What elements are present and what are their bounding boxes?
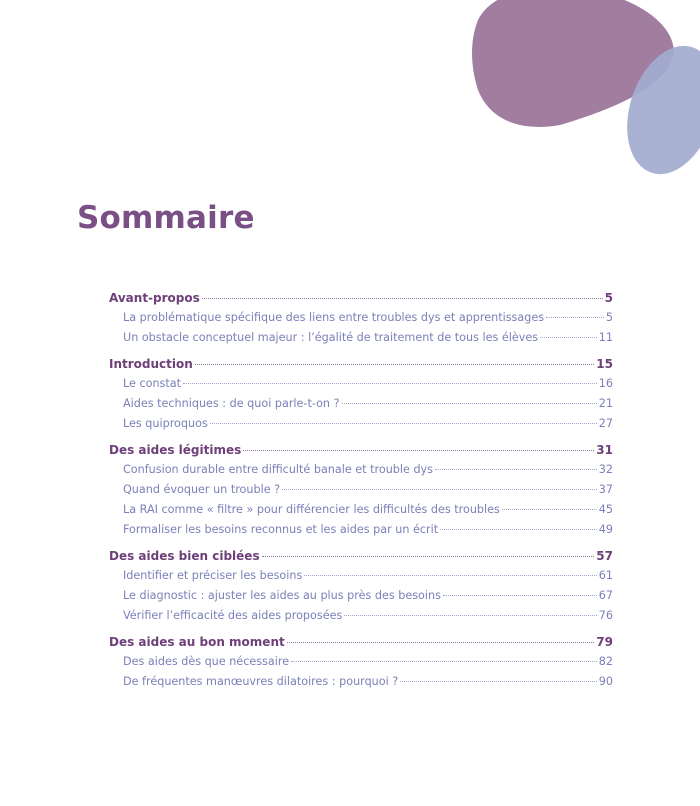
toc-entry-label: Des aides bien ciblées (109, 549, 260, 563)
dot-leader (282, 488, 597, 490)
toc-page-number: 37 (598, 483, 613, 496)
dot-leader (342, 402, 597, 404)
toc-entry-label: La problématique spécifique des liens entre troubles dys et apprentissages (123, 311, 545, 324)
toc-entry-label: Vérifier l’efficacité des aides proposées (123, 609, 343, 622)
toc-entry-label: Les quiproquos (123, 417, 208, 430)
toc-page-number: 5 (604, 291, 613, 305)
toc-page-number: 61 (598, 569, 613, 582)
dot-leader (435, 468, 597, 470)
toc-page-number: 49 (598, 523, 613, 536)
toc-subsection-entry[interactable] (109, 520, 613, 540)
toc-subsection-entry[interactable] (109, 414, 613, 434)
dot-leader (304, 574, 596, 576)
toc-subsection-entry[interactable] (109, 586, 613, 606)
dot-leader (546, 316, 604, 318)
dot-leader (291, 660, 597, 662)
toc-section (109, 354, 613, 434)
toc-subsection-entry[interactable] (109, 606, 613, 626)
toc-page-number: 67 (598, 589, 613, 602)
toc-section (109, 440, 613, 540)
toc-entry-label: Formaliser les besoins reconnus et les aides par un écrit (123, 523, 439, 536)
toc-page-number: 79 (596, 635, 613, 649)
toc-entry-label: Quand évoquer un trouble ? (123, 483, 281, 496)
toc-section-heading[interactable] (109, 546, 613, 566)
toc-entry-label: Le diagnostic : ajuster les aides au plus près des besoins (123, 589, 441, 602)
toc-entry-label: Avant-propos (109, 291, 200, 305)
toc-page-number: 32 (598, 463, 613, 476)
toc-entry-label: Un obstacle conceptuel majeur : l’égalité de traitement de tous les élèves (123, 331, 539, 344)
dot-leader (210, 422, 597, 424)
toc-page-number: 31 (596, 443, 613, 457)
toc-subsection-entry[interactable] (109, 328, 613, 348)
toc-page-number: 45 (598, 503, 613, 516)
toc-page-number: 15 (596, 357, 613, 371)
page-title: Sommaire (77, 200, 255, 236)
dot-leader (440, 528, 597, 530)
toc-subsection-entry[interactable] (109, 652, 613, 672)
toc-entry-label: Aides techniques : de quoi parle-t-on ? (123, 397, 340, 410)
table-of-contents (109, 288, 613, 698)
toc-subsection-entry[interactable] (109, 500, 613, 520)
toc-page-number: 76 (598, 609, 613, 622)
dot-leader (344, 614, 596, 616)
toc-page-number: 82 (598, 655, 613, 668)
dot-leader (287, 641, 595, 643)
dot-leader (502, 508, 597, 510)
toc-page-number: 16 (598, 377, 613, 390)
dot-leader (195, 363, 595, 365)
toc-subsection-entry[interactable] (109, 566, 613, 586)
toc-section (109, 288, 613, 348)
toc-section-heading[interactable] (109, 440, 613, 460)
toc-entry-label: De fréquentes manœuvres dilatoires : pourquoi ? (123, 675, 399, 688)
toc-page-number: 11 (598, 331, 613, 344)
decorative-purple-blob (0, 0, 700, 180)
toc-subsection-entry[interactable] (109, 672, 613, 692)
toc-section-heading[interactable] (109, 354, 613, 374)
toc-section-heading[interactable] (109, 632, 613, 652)
toc-page-number: 21 (598, 397, 613, 410)
toc-page-number: 5 (605, 311, 613, 324)
toc-page-number: 57 (596, 549, 613, 563)
dot-leader (400, 680, 597, 682)
toc-page-number: 27 (598, 417, 613, 430)
toc-section (109, 632, 613, 692)
toc-entry-label: La RAI comme « filtre » pour différencier les difficultés des troubles (123, 503, 500, 516)
toc-entry-label: Des aides au bon moment (109, 635, 285, 649)
toc-entry-label: Confusion durable entre difficulté banale et trouble dys (123, 463, 434, 476)
dot-leader (202, 297, 603, 299)
dot-leader (443, 594, 597, 596)
toc-subsection-entry[interactable] (109, 394, 613, 414)
toc-section (109, 546, 613, 626)
toc-entry-label: Des aides dès que nécessaire (123, 655, 290, 668)
toc-subsection-entry[interactable] (109, 460, 613, 480)
toc-entry-label: Identifier et préciser les besoins (123, 569, 303, 582)
toc-subsection-entry[interactable] (109, 374, 613, 394)
toc-section-heading[interactable] (109, 288, 613, 308)
dot-leader (243, 449, 594, 451)
toc-entry-label: Des aides légitimes (109, 443, 242, 457)
toc-subsection-entry[interactable] (109, 308, 613, 328)
toc-subsection-entry[interactable] (109, 480, 613, 500)
toc-entry-label: Introduction (109, 357, 193, 371)
dot-leader (540, 336, 597, 338)
toc-page-number: 90 (598, 675, 613, 688)
dot-leader (262, 555, 595, 557)
dot-leader (183, 382, 597, 384)
toc-entry-label: Le constat (123, 377, 182, 390)
